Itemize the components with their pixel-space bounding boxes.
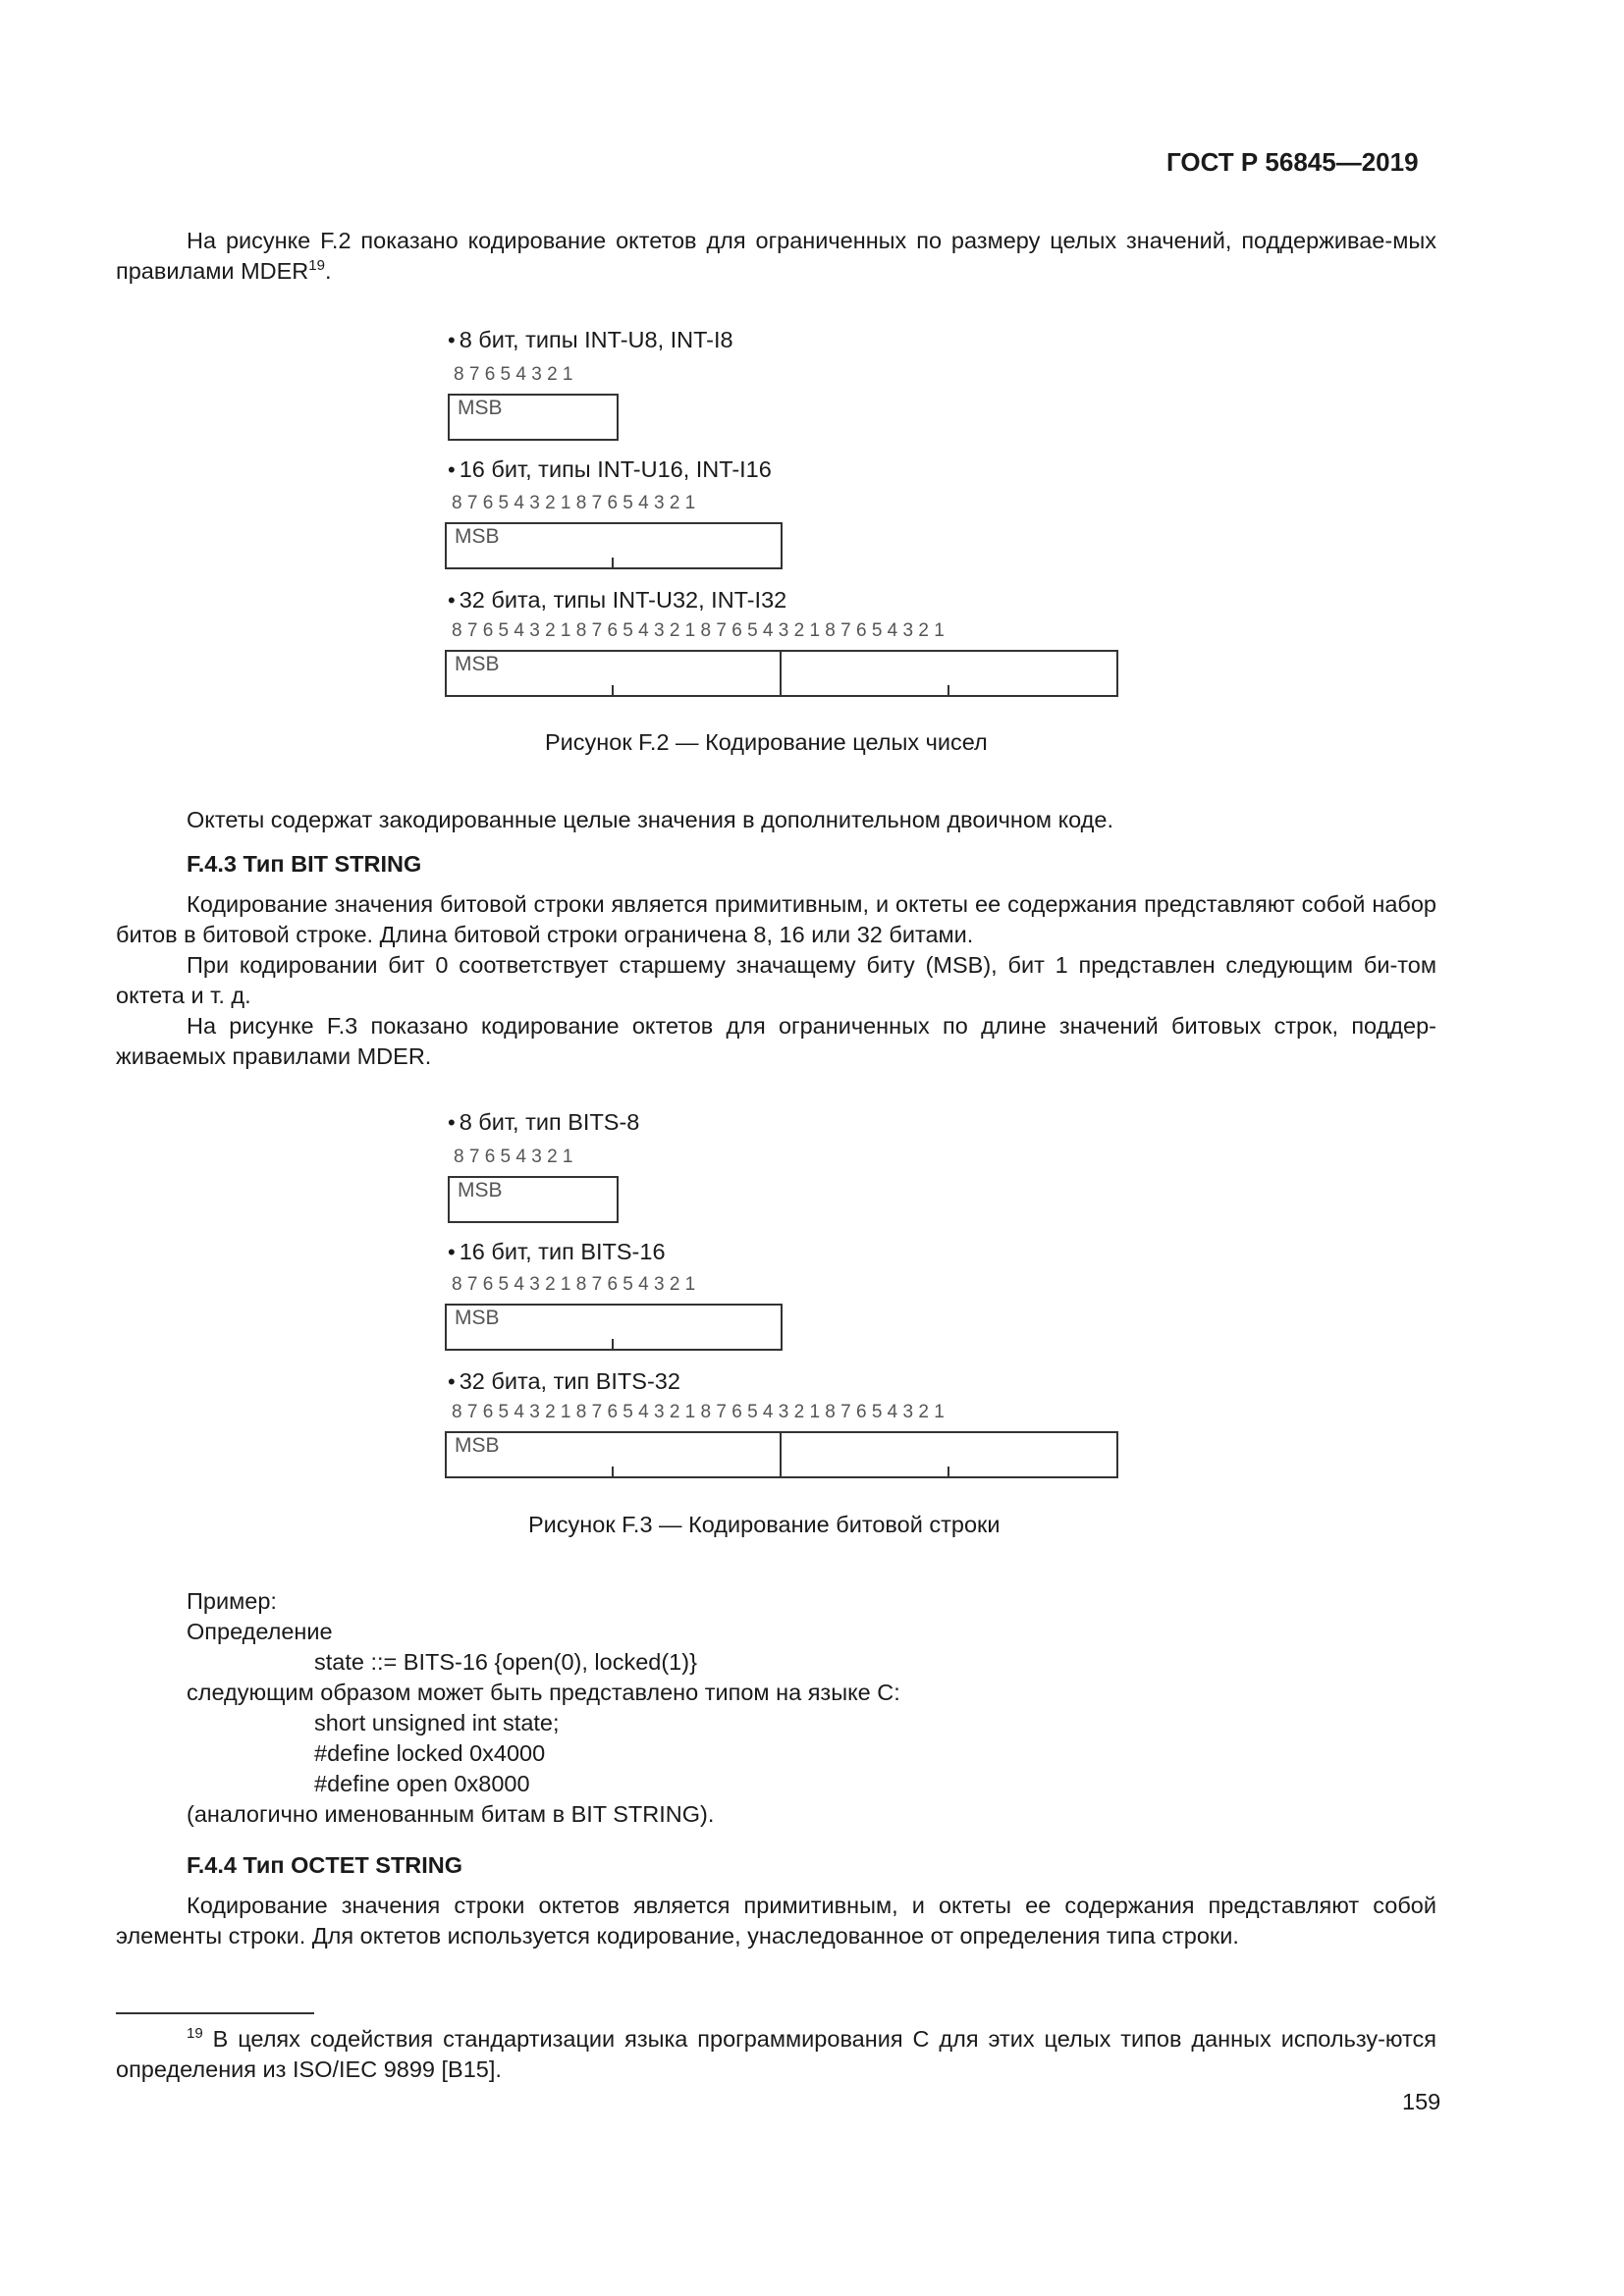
fig3-item3-bits: 8 7 6 5 4 3 2 1 8 7 6 5 4 3 2 1 8 7 6 5 4 3 2 1 8 7 6 5 4 3 2 1 <box>452 1402 945 1422</box>
nibble-tick <box>612 1339 614 1349</box>
fig2-item2-label: • 16 бит, типы INT-U16, INT-I16 <box>448 456 772 482</box>
fig2-item1-bits: 8 7 6 5 4 3 2 1 <box>454 364 573 385</box>
section-f43-p2: При кодировании бит 0 соответствует старшему значащему биту (MSB), бит 1 представлен следующим би-том октета и т. д. <box>116 952 1436 1008</box>
section-f43-p3: На рисунке F.3 показано кодирование октетов для ограниченных по длине значений битовых строк, поддер-живаемых правилами MDER. <box>116 1013 1436 1069</box>
nibble-tick <box>947 685 949 695</box>
msb-label: MSB <box>458 397 503 419</box>
example-code-line: short unsigned int state; <box>314 1710 560 1735</box>
section-f43-p1: Кодирование значения битовой строки является примитивным, и октеты ее содержания представляют собой набор битов в битовой строке. Длина битовой строки ограничена 8, 16 или 32 битами. <box>116 891 1436 947</box>
footnote-text: В целях содействия стандартизации языка программирования С для этих целых типов данных использу-ются определения из ISO/IEC 9899 [B15]. <box>116 2026 1436 2082</box>
fig2-item3-octet-box <box>445 650 1118 697</box>
example-code-line: state ::= BITS-16 {open(0), locked(1)} <box>314 1649 697 1675</box>
fig2-item2-octet-box <box>445 522 783 569</box>
fig2-item1-octet-box <box>448 394 619 441</box>
fig2-item3-label: • 32 бита, типы INT-U32, INT-I32 <box>448 587 787 613</box>
footnote-ref: 19 <box>308 257 325 274</box>
example-code-line: #define locked 0x4000 <box>314 1740 546 1766</box>
fig3-item3-label: • 32 бита, тип BITS-32 <box>448 1368 680 1394</box>
fig3-item1-bits: 8 7 6 5 4 3 2 1 <box>454 1147 573 1167</box>
example-label: Пример: <box>187 1588 277 1614</box>
fig3-item1-octet-box <box>448 1176 619 1223</box>
nibble-tick <box>612 1467 614 1476</box>
page-number: 159 <box>1402 2089 1441 2114</box>
msb-label: MSB <box>455 653 500 675</box>
fig2-item1-label: • 8 бит, типы INT-U8, INT-I8 <box>448 327 733 352</box>
section-f43-heading: F.4.3 Тип BIT STRING <box>187 851 422 877</box>
example-text-line: следующим образом может быть представлено типом на языке С: <box>187 1680 900 1705</box>
intro-paragraph: На рисунке F.2 показано кодирование октетов для ограниченных по размеру целых значений, поддерживае-мых правилами MDER$^{19}$. <box>116 228 1436 284</box>
footnote-mark: 19 <box>187 2025 203 2042</box>
fig3-item3-octet-box <box>445 1431 1118 1478</box>
fig3-caption: Рисунок F.3 — Кодирование битовой строки <box>528 1512 1001 1537</box>
section-f44-p1: Кодирование значения строки октетов является примитивным, и октеты ее содержания представляют собой элементы строки. Для октетов используется кодирование, унаследованное от определения типа строки. <box>116 1893 1436 1949</box>
msb-label: MSB <box>455 1307 500 1329</box>
msb-label: MSB <box>455 1434 500 1457</box>
nibble-tick <box>947 1467 949 1476</box>
example-definition: Определение <box>187 1619 333 1644</box>
example-text-line: (аналогично именованным битам в BIT STRING). <box>187 1801 715 1827</box>
word-divider <box>780 652 782 695</box>
section-f44-heading: F.4.4 Тип OCTET STRING <box>187 1852 463 1878</box>
example-code-line: #define open 0x8000 <box>314 1771 530 1796</box>
msb-label: MSB <box>458 1179 503 1201</box>
msb-label: MSB <box>455 525 500 548</box>
fig3-item1-label: • 8 бит, тип BITS-8 <box>448 1109 640 1135</box>
nibble-tick <box>612 685 614 695</box>
fig2-item3-bits: 8 7 6 5 4 3 2 1 8 7 6 5 4 3 2 1 8 7 6 5 4 3 2 1 8 7 6 5 4 3 2 1 <box>452 620 945 641</box>
footnote <box>116 2024 1436 2085</box>
nibble-tick <box>612 558 614 567</box>
intro-text: На рисунке F.2 показано кодирование октетов для ограниченных по размеру целых значений, поддерживае-мых правилами MDER <box>116 228 1436 284</box>
fig2-caption: Рисунок F.2 — Кодирование целых чисел <box>545 729 988 755</box>
document-header: ГОСТ Р 56845—2019 <box>1166 147 1419 177</box>
word-divider <box>780 1433 782 1476</box>
fig3-item2-label: • 16 бит, тип BITS-16 <box>448 1239 666 1264</box>
footnote-separator <box>116 2012 314 2014</box>
fig2-item2-bits: 8 7 6 5 4 3 2 1 8 7 6 5 4 3 2 1 <box>452 493 696 513</box>
octets-paragraph: Октеты содержат закодированные целые значения в дополнительном двоичном коде. <box>187 807 1113 832</box>
fig3-item2-octet-box <box>445 1304 783 1351</box>
fig3-item2-bits: 8 7 6 5 4 3 2 1 8 7 6 5 4 3 2 1 <box>452 1274 696 1295</box>
